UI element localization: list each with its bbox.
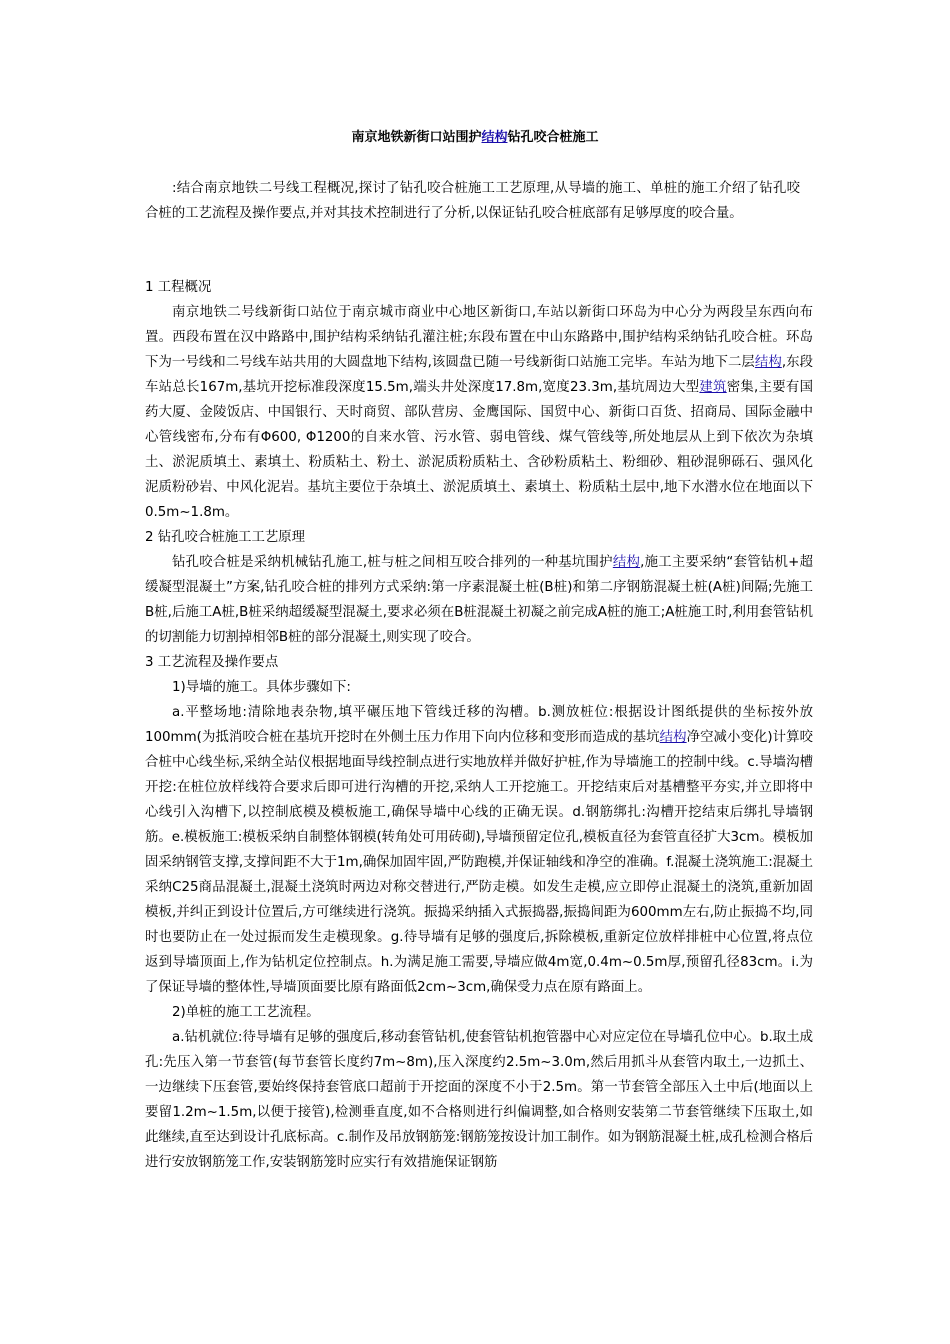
paragraph-text: 1)导墙的施工。具体步骤如下:	[172, 680, 351, 695]
document-title	[0, 128, 950, 148]
paragraph-text: 钻孔咬合桩是采纳机械钻孔施工,桩与桩之间相互咬合排列的一种基坑围护	[172, 555, 613, 570]
paragraph-text: 密集,主要有国药大厦、金陵饭店、中国银行、天时商贸、部队营房、金鹰国际、国贸中心、新街口百货、招商局、国际金融中心管线密布,分布有Φ600, Φ1200的自来水管、污水管、弱电管线、煤气管线等,所处地层从上到下依次为杂填土、淤泥质填土、素填土、粉质粘土、粉土、淤泥质粉质粘土、含砂粉质粘土、粉细砂、粗砂混卵砾石、强风化泥质粉砂岩、中风化泥岩。基坑主要位于杂填土、淤泥质填土、素填土、粉质粘土层中,地下水潜水位在地面以下0.5m~1.8m。	[145, 380, 813, 520]
paragraph-text: ,施工主要采纳“套管钻机+超缓凝型混凝土”方案,钻孔咬合桩的排列方式采纳:第一序素混凝土桩(B桩)和第二序钢筋混凝土桩(A桩)间隔;先施工B桩,后施工A桩,B桩采纳超缓凝型混凝土,要求必须在B桩混凝土初凝之前完成A桩的施工;A桩施工时,利用套管钻机的切割能力切割掉相邻B桩的部分混凝土,则实现了咬合。	[145, 555, 813, 645]
inline-link[interactable]: 结构	[612, 555, 641, 570]
title-link-structure[interactable]: 结构	[481, 130, 508, 145]
section-heading: 3 工艺流程及操作要点	[145, 655, 279, 670]
inline-link[interactable]: 结构	[754, 355, 782, 370]
inline-link[interactable]: 结构	[659, 730, 687, 745]
body-paragraph	[145, 300, 813, 525]
body-paragraph	[145, 1025, 813, 1175]
title-text-after: 钻孔咬合桩施工	[507, 130, 599, 145]
paragraph-text: 南京地铁二号线新街口站位于南京城市商业中心地区新街口,车站以新街口环岛为中心分为两段呈东西向布置。西段布置在汉中路路中,围护结构采纳钻孔灌注桩;东段布置在中山东路路中,围护结构采纳钻孔咬合桩。环岛下为一号线和二号线车站共用的大圆盘地下结构,该圆盘已随一号线新街口站施工完毕。车站为地下二层	[145, 305, 813, 370]
body-paragraph	[145, 700, 813, 1000]
paragraph-text: ,东段车站总长167m,基坑开挖标准段深度15.5m,端头井处深度17.8m,宽度23.3m,基坑周边大型	[145, 355, 813, 395]
body-paragraph	[145, 550, 813, 650]
paragraph-text: a.平整场地:清除地表杂物,填平碾压地下管线迁移的沟槽。b.测放桩位:根据设计图纸提供的坐标按外放100mm(为抵消咬合桩在基坑开挖时在外侧土压力作用下向内位移和变形而造成的基坑	[145, 705, 813, 745]
abstract-text: :结合南京地铁二号线工程概况,探讨了钻孔咬合桩施工工艺原理,从导墙的施工、单桩的施工介绍了钻孔咬合桩的工艺流程及操作要点,并对其技术控制进行了分析,以保证钻孔咬合桩底部有足够厚度的咬合量。	[145, 181, 800, 221]
paragraph-text: 2)单桩的施工工艺流程。	[172, 1005, 320, 1020]
section-heading: 2 钻孔咬合桩施工工艺原理	[145, 530, 306, 545]
abstract	[145, 176, 800, 226]
paragraph-text: a.钻机就位:待导墙有足够的强度后,移动套管钻机,使套管钻机抱管器中心对应定位在导墙孔位中心。b.取土成孔:先压入第一节套管(每节套管长度约7m~8m),压入深度约2.5m~3.0m,然后用抓斗从套管内取土,一边抓土、一边继续下压套管,要始终保持套管底口超前于开挖面的深度不小于2.5m。第一节套管全部压入土中后(地面以上要留1.2m~1.5m,以便于接管),检测垂直度,如不合格则进行纠偏调整,如合格则安装第二节套管继续下压取土,如此继续,直至达到设计孔底标高。c.制作及吊放钢筋笼:钢筋笼按设计加工制作。如为钢筋混凝土桩,成孔检测合格后进行安放钢筋笼工作,安装钢筋笼时应实行有效措施保证钢筋	[145, 1030, 813, 1170]
body-text	[145, 275, 813, 1175]
body-paragraph	[145, 675, 813, 700]
paragraph-text: 净空减小变化)计算咬合桩中心线坐标,采纳全站仪根据地面导线控制点进行实地放样并做好护桩,作为导墙施工的控制中线。c.导墙沟槽开挖:在桩位放样线符合要求后即可进行沟槽的开挖,采纳人工开挖施工。开挖结束后对基槽整平夯实,并立即将中心线引入沟槽下,以控制底模及模板施工,确保导墙中心线的正确无误。d.钢筋绑扎:沟槽开挖结束后绑扎导墙钢筋。e.模板施工:模板采纳自制整体钢模(转角处可用砖砌),导墙预留定位孔,模板直径为套管直径扩大3cm。模板加固采纳钢管支撑,支撑间距不大于1m,确保加固牢固,严防跑模,并保证轴线和净空的准确。f.混凝土浇筑施工:混凝土采纳C25商品混凝土,混凝土浇筑时两边对称交替进行,严防走模。如发生走模,应立即停止混凝土的浇筑,重新加固模板,并纠正到设计位置后,方可继续进行浇筑。振捣采纳插入式振捣器,振捣间距为600mm左右,防止振捣不均,同时也要防止在一处过振而发生走模现象。g.待导墙有足够的强度后,拆除模板,重新定位放样排桩中心位置,将点位返到导墙顶面上,作为钻机定位控制点。h.为满足施工需要,导墙应做4m宽,0.4m~0.5m厚,预留孔径83cm。i.为了保证导墙的整体性,导墙顶面要比原有路面低2cm~3cm,确保受力点在原有路面上。	[145, 730, 813, 995]
body-paragraph	[145, 1000, 813, 1025]
title-text-before: 南京地铁新街口站围护	[351, 130, 482, 145]
inline-link[interactable]: 建筑	[699, 380, 727, 395]
section-heading: 1 工程概况	[145, 280, 212, 295]
